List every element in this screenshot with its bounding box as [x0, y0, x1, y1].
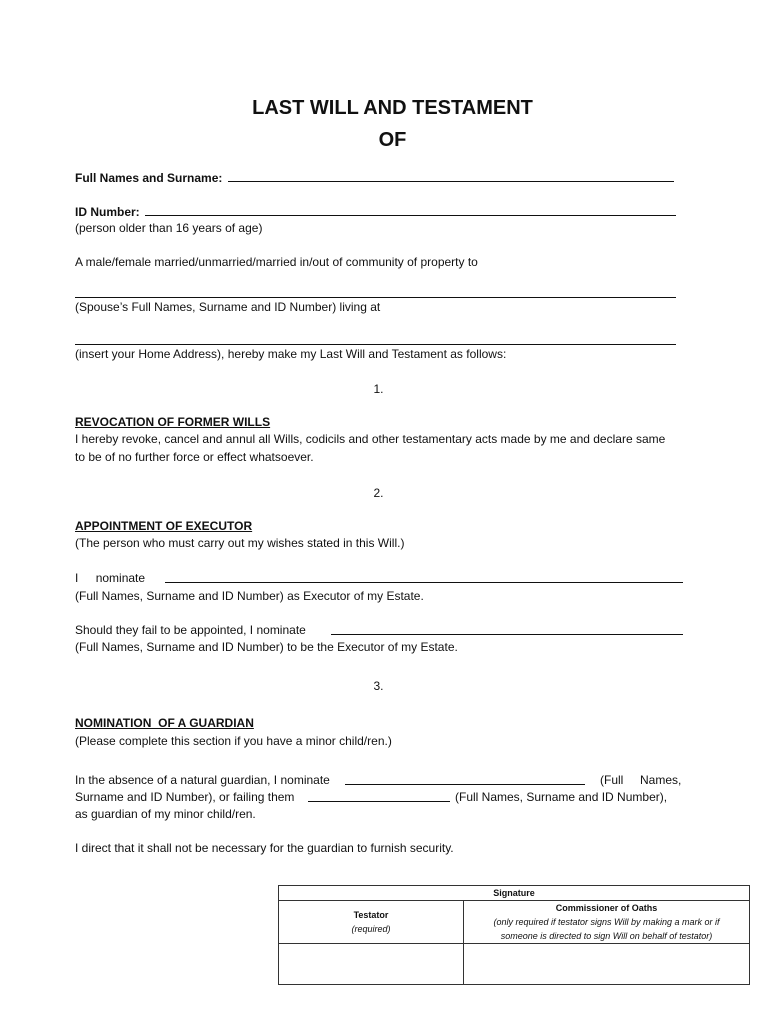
guardian-role-text: as guardian of my minor child/ren.: [75, 807, 256, 821]
spouse-note: (Spouse’s Full Names, Surname and ID Number) living at: [75, 300, 381, 314]
testator-signature-box[interactable]: [279, 944, 464, 985]
home-address-field[interactable]: [75, 344, 676, 345]
executor-nominate-row: [75, 570, 683, 587]
full-names-label: Full Names and Surname:: [75, 171, 223, 185]
executor-subtitle: (The person who must carry out my wishes stated in this Will.): [75, 536, 405, 550]
section-number-2: 2.: [373, 486, 384, 500]
section-heading-revocation: REVOCATION OF FORMER WILLS: [75, 415, 271, 429]
testator-cell: [279, 901, 464, 944]
nominate-word: nominate: [95, 571, 146, 585]
guardian-full-word: (Full: [600, 773, 624, 787]
testator-label: Testator: [353, 910, 389, 920]
section-heading-guardian: NOMINATION OF A GUARDIAN: [75, 716, 254, 730]
alternate-guardian-field[interactable]: [308, 801, 450, 802]
commissioner-signature-box[interactable]: [464, 944, 750, 985]
guardian-subtitle: (Please complete this section if you have a minor child/ren.): [75, 734, 392, 748]
section-heading-executor: APPOINTMENT OF EXECUTOR: [75, 519, 253, 533]
spouse-field[interactable]: [75, 297, 676, 298]
executor-note: (Full Names, Surname and ID Number) as Executor of my Estate.: [75, 589, 424, 603]
signature-table: [278, 885, 750, 985]
full-names-field[interactable]: [228, 169, 674, 182]
testator-note: (required): [351, 924, 391, 934]
fallback-executor-text: Should they fail to be appointed, I nominate: [75, 623, 306, 637]
guardian-alternate-text: Surname and ID Number), or failing them: [75, 790, 295, 804]
id-number-field[interactable]: [145, 203, 676, 216]
executor-name-field[interactable]: [165, 582, 683, 583]
id-number-row: [75, 203, 676, 221]
guardian-name-field[interactable]: [345, 784, 585, 785]
nominate-word-i: I: [75, 571, 79, 585]
commissioner-note-line-1: (only required if testator signs Will by making a mark or if: [493, 917, 720, 927]
revocation-text-line-2: to be of no further force or effect whatsoever.: [75, 450, 314, 464]
commissioner-cell: [464, 901, 750, 944]
id-number-note: (person older than 16 years of age): [75, 221, 263, 235]
section-number-1: 1.: [373, 382, 384, 396]
document-title-of: OF: [378, 129, 407, 151]
fallback-executor-field[interactable]: [331, 634, 683, 635]
commissioner-note-line-2: someone is directed to sign Will on behalf of testator): [500, 931, 713, 941]
home-address-note: (insert your Home Address), hereby make my Last Will and Testament as follows:: [75, 347, 507, 361]
fallback-executor-note: (Full Names, Surname and ID Number) to be the Executor of my Estate.: [75, 640, 458, 654]
guardian-alternate-note: (Full Names, Surname and ID Number),: [455, 790, 668, 804]
document-title: LAST WILL AND TESTAMENT: [252, 97, 533, 119]
marital-status-text: A male/female married/unmarried/married in/out of community of property to: [75, 255, 478, 269]
signature-header: Signature: [279, 886, 750, 901]
full-names-row: [75, 169, 674, 187]
id-number-label: ID Number:: [75, 205, 140, 219]
guardian-names-word: Names,: [640, 773, 682, 787]
commissioner-label: Commissioner of Oaths: [555, 903, 658, 913]
guardian-security-text: I direct that it shall not be necessary for the guardian to furnish security.: [75, 841, 454, 855]
guardian-absence-text: In the absence of a natural guardian, I nominate: [75, 773, 330, 787]
section-number-3: 3.: [373, 679, 384, 693]
revocation-text-line-1: I hereby revoke, cancel and annul all Wills, codicils and other testamentary acts made by me and declare same: [75, 432, 666, 446]
